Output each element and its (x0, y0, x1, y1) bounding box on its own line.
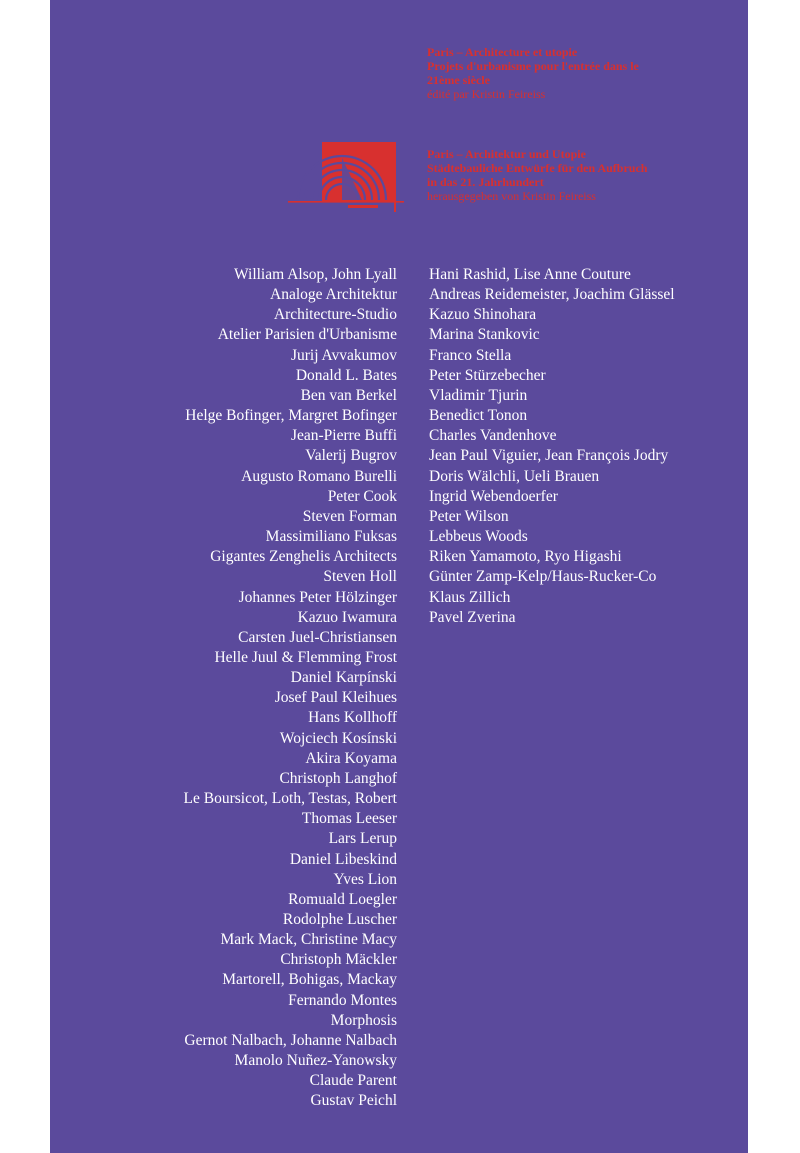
architect-name: Atelier Parisien d'Urbanisme (217, 326, 397, 344)
architect-name: Le Boursicot, Loth, Testas, Robert (183, 790, 397, 808)
architect-name: Daniel Karpínski (290, 669, 397, 687)
architect-name: Carsten Juel-Christiansen (238, 628, 397, 646)
french-title-block (427, 45, 639, 101)
architects-list-right (429, 265, 675, 628)
architect-name: Gigantes Zenghelis Architects (210, 548, 397, 566)
german-editor: herausgegeben von Kristin Feireiss (427, 189, 596, 203)
french-title-line2: Projets d'urbanisme pour l'entrée dans le (427, 59, 639, 73)
architect-name: Marina Stankovic (429, 326, 540, 344)
architect-name: Analoge Architektur (270, 286, 397, 304)
architect-name: Gernot Nalbach, Johanne Nalbach (184, 1031, 397, 1049)
architect-name: Akira Koyama (305, 749, 397, 767)
architect-name: Rodolphe Luscher (282, 911, 397, 928)
architect-name: Thomas Leeser (301, 810, 397, 828)
architect-name: Yves Lion (333, 870, 397, 888)
architect-name: Josef Paul Kleihues (274, 689, 397, 707)
architect-name: Christoph Mäckler (280, 951, 397, 969)
architect-name: Morphosis (330, 1011, 397, 1029)
architect-name: Pavel Zverina (429, 608, 516, 626)
architect-name: Kazuo Iwamura (297, 608, 397, 626)
architect-name: Benedict Tonon (429, 407, 528, 425)
architect-name: Vladimir Tjurin (429, 386, 528, 404)
architect-name: Charles Vandenhove (429, 427, 557, 445)
architect-name: Mark Mack, Christine Macy (220, 931, 397, 949)
architect-name: Donald L. Bates (295, 366, 397, 384)
architect-name: Daniel Libeskind (289, 850, 397, 868)
architect-name: Peter Stürzebecher (429, 366, 546, 384)
architect-name: Fernando Montes (288, 991, 397, 1009)
architect-name: Claude Parent (309, 1072, 397, 1090)
architect-name: Jean-Pierre Buffi (290, 427, 397, 445)
french-editor: édité par Kristin Feireiss (427, 87, 546, 101)
architect-name: Franco Stella (429, 346, 512, 364)
architect-name: Helle Juul & Flemming Frost (214, 648, 397, 666)
architect-name: Klaus Zillich (429, 588, 511, 606)
architect-name: Christoph Langhof (279, 769, 397, 787)
architect-name: Lars Lerup (328, 830, 397, 848)
architect-name: Peter Wilson (429, 507, 509, 525)
architect-name: Jean Paul Viguier, Jean François Jodry (429, 447, 669, 465)
french-title-line1: Paris – Architecture et utopie (427, 45, 578, 59)
architect-name: Ben van Berkel (300, 386, 397, 404)
architect-name: Valerij Bugrov (305, 447, 397, 465)
architect-name: Wojciech Kosínski (279, 729, 397, 747)
architect-name: Romuald Loegler (288, 890, 397, 908)
architect-name: Günter Zamp-Kelp/Haus-Rucker-Co (429, 568, 657, 586)
architect-name: Johannes Peter Hölzinger (238, 588, 397, 606)
architect-name: Peter Cook (327, 487, 397, 505)
architect-name: Ingrid Webendoerfer (429, 487, 558, 505)
architect-name: Andreas Reidemeister, Joachim Glässel (429, 286, 675, 304)
architect-name: Gustav Peichl (310, 1092, 397, 1110)
german-title-block (427, 147, 647, 203)
architect-name: Jurij Avvakumov (290, 346, 397, 364)
architect-name: Hans Kollhoff (308, 709, 397, 727)
architect-name: Martorell, Bohigas, Mackay (222, 971, 397, 989)
architect-name: Manolo Nuñez-Yanowsky (234, 1052, 397, 1070)
architect-name: Architecture-Studio (273, 306, 397, 324)
architect-name: Kazuo Shinohara (429, 306, 537, 324)
architect-name: Hani Rashid, Lise Anne Couture (429, 266, 631, 283)
architects-list-left (184, 265, 397, 1112)
architect-name: Helge Bofinger, Margret Bofinger (185, 407, 397, 425)
architect-name: Massimiliano Fuksas (265, 528, 397, 546)
german-title-line3: in das 21. Jahrhundert (427, 175, 544, 189)
architect-name: Augusto Romano Burelli (241, 467, 397, 485)
french-title-line3: 21ème siècle (427, 73, 490, 87)
architect-name: Doris Wälchli, Ueli Brauen (429, 467, 600, 485)
architect-name: Lebbeus Woods (429, 528, 528, 546)
architect-name: William Alsop, John Lyall (234, 266, 397, 283)
german-title-line2: Städtebauliche Entwürfe für den Aufbruch (427, 161, 648, 175)
semicircle-arcs-logo-icon (288, 142, 404, 218)
architect-name: Steven Forman (302, 507, 397, 525)
architect-name: Riken Yamamoto, Ryo Higashi (429, 548, 622, 566)
german-title-line1: Paris – Architektur und Utopie (427, 147, 586, 161)
architect-name: Steven Holl (323, 568, 397, 586)
